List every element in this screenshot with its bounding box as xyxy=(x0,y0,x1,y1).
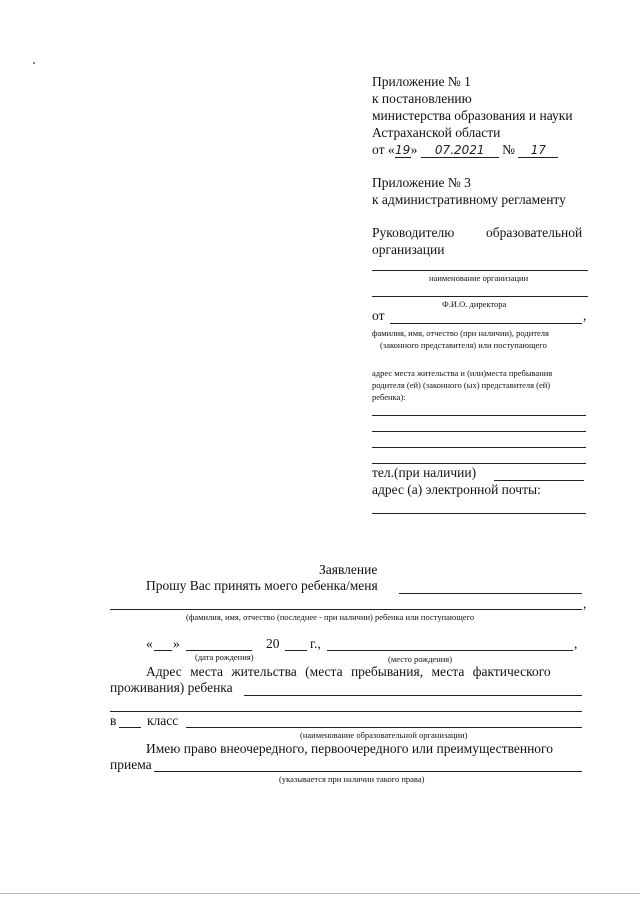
date-day-handwritten: 19 xyxy=(394,143,411,157)
address-caption-line3: ребенка): xyxy=(372,392,406,402)
child-name-comma: , xyxy=(583,596,587,611)
child-name-caption: (фамилия, имя, отчество (последнее - при наличии) ребенка или поступающего xyxy=(186,612,475,622)
date-rest-handwritten: 07.2021 xyxy=(421,143,499,158)
appendix-1-title: Приложение № 1 xyxy=(372,74,471,89)
from-field[interactable] xyxy=(390,323,582,324)
number-sign: № xyxy=(502,142,515,157)
director-caption: Ф.И.О. директора xyxy=(442,299,507,309)
from-comma: , xyxy=(583,308,587,323)
class-org-caption: (наименование образовательной организации) xyxy=(300,730,468,740)
request-text: Прошу Вас принять моего ребенка/меня xyxy=(146,578,378,593)
email-field[interactable] xyxy=(372,513,586,514)
birth-month-field[interactable] xyxy=(186,650,252,651)
appendix-1-line3: министерства образования и науки xyxy=(372,108,573,123)
recipient-line1-left: Руководителю xyxy=(372,225,455,240)
birth-place-caption: (место рождения) xyxy=(388,654,453,664)
phone-label: тел.(при наличии) xyxy=(372,465,477,480)
birth-date-caption: (дата рождения) xyxy=(195,652,254,662)
appendix-1-line4: Астраханской области xyxy=(372,125,501,140)
fio-caption-line1: фамилия, имя, отчество (при наличии), родителя xyxy=(372,328,549,338)
birth-place-field[interactable] xyxy=(327,650,573,651)
child-name-field-2[interactable] xyxy=(110,609,582,610)
appendix-3-title: Приложение № 3 xyxy=(372,175,471,190)
class-prefix: в xyxy=(110,713,117,728)
year-suffix: г., xyxy=(310,636,321,651)
right-line1: Имею право внеочередного, первоочередного или преимущественного xyxy=(146,741,554,756)
recipient-line2: организации xyxy=(372,242,445,257)
statement-title: Заявление xyxy=(319,562,378,577)
page-bottom-edge xyxy=(0,893,640,894)
birth-day-field[interactable] xyxy=(154,650,172,651)
appendix-1-line2: к постановлению xyxy=(372,91,472,106)
priority-right-caption: (указывается при наличии такого права) xyxy=(279,774,425,784)
child-address-field-2[interactable] xyxy=(110,711,582,712)
year-prefix: 20 xyxy=(266,636,280,651)
birth-date-quote-close: » xyxy=(173,636,180,651)
class-org-field[interactable] xyxy=(186,727,582,728)
org-name-field[interactable] xyxy=(372,270,588,271)
class-number-field[interactable] xyxy=(119,727,141,728)
recipient-line1-right: образовательной xyxy=(486,225,583,240)
appendix-1-date xyxy=(372,142,558,158)
address-field-3[interactable] xyxy=(372,447,586,448)
fio-caption-line2: (законного представителя) или поступающего xyxy=(380,340,547,350)
appendix-3-line2: к административному регламенту xyxy=(372,192,566,207)
child-name-field-1[interactable] xyxy=(399,593,582,594)
date-mid: » xyxy=(410,142,418,157)
address-field-4[interactable] xyxy=(372,463,586,464)
email-label: адрес (а) электронной почты: xyxy=(372,482,541,497)
right-line2: приема xyxy=(110,757,152,772)
org-name-caption: наименование организации xyxy=(429,273,529,283)
priority-right-field[interactable] xyxy=(154,771,582,772)
address-line2: проживания) ребенка xyxy=(110,680,233,695)
address-line1: Адрес места жительства (места пребывания, места фактического xyxy=(146,664,551,679)
scan-speck xyxy=(33,62,35,64)
class-label: класс xyxy=(147,713,179,728)
from-label: от xyxy=(372,308,385,323)
director-name-field[interactable] xyxy=(372,296,588,297)
address-caption-line2: родителя (ей) (законного (ых) представителя (ей) xyxy=(372,380,551,390)
birth-date-quote-open: « xyxy=(146,636,153,651)
document-number-handwritten: 17 xyxy=(518,143,558,158)
date-prefix: от « xyxy=(372,142,395,157)
phone-field[interactable] xyxy=(494,480,584,481)
address-field-2[interactable] xyxy=(372,431,586,432)
birth-place-comma: , xyxy=(574,636,578,651)
child-address-field-1[interactable] xyxy=(244,695,582,696)
address-caption-line1: адрес места жительства и (или)места пребывания xyxy=(372,368,553,378)
address-field-1[interactable] xyxy=(372,415,586,416)
birth-year-field[interactable] xyxy=(285,650,307,651)
